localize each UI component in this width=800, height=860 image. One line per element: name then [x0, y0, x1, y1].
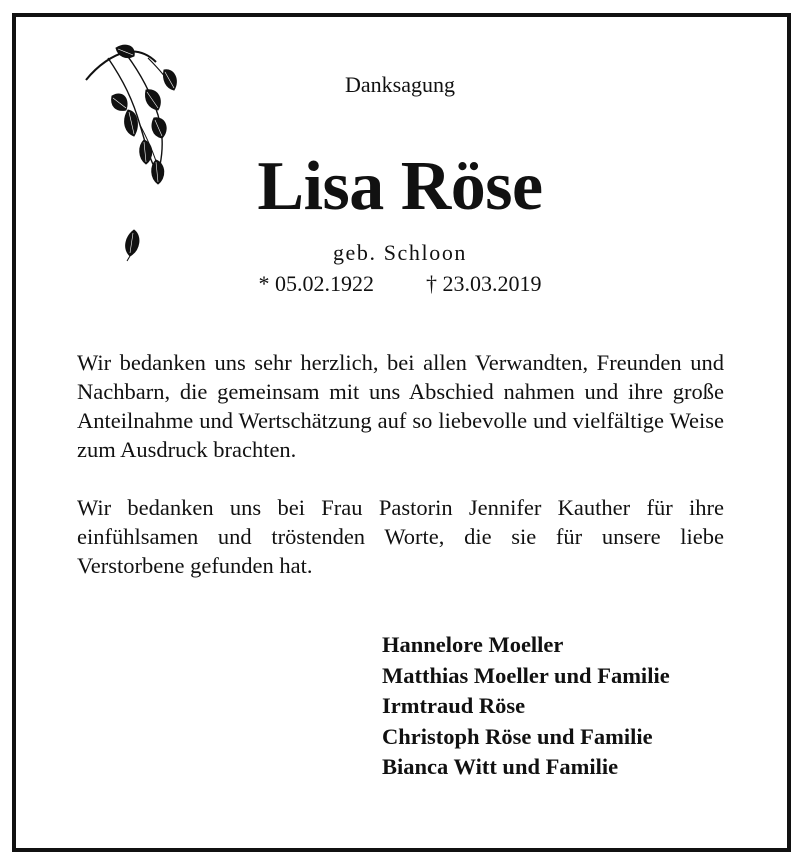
life-dates: [0, 271, 800, 297]
thanks-paragraph-2: Wir bedanken uns bei Frau Pastorin Jennifer Kauther für ihre einfühlsamen und tröstenden Worte, die sie für unsere liebe Verstorbene gefunden hat.: [77, 495, 724, 578]
thanks-paragraph-1: Wir bedanken uns sehr herzlich, bei allen Verwandten, Freunden und Nachbarn, die gemeinsam mit uns Abschied nahmen und ihre große Anteilnahme und Wertschätzung auf so liebevolle und vielfältige Weise zum Ausdruck brachten.: [77, 350, 724, 462]
notice-heading: Danksagung: [345, 72, 455, 97]
signer: Matthias Moeller und Familie: [382, 662, 670, 688]
signer: Christoph Röse und Familie: [382, 723, 653, 749]
signer: Irmtraud Röse: [382, 693, 526, 718]
birth-name: geb. Schloon: [332, 240, 468, 265]
death-date: † 23.03.2019: [426, 271, 542, 296]
signer: Bianca Witt und Familie: [382, 754, 619, 779]
deceased-name: Lisa Röse: [257, 148, 543, 225]
signer: Hannelore Moeller: [382, 632, 564, 657]
birth-date: * 05.02.1922: [258, 271, 374, 296]
signers-list: [382, 630, 670, 783]
